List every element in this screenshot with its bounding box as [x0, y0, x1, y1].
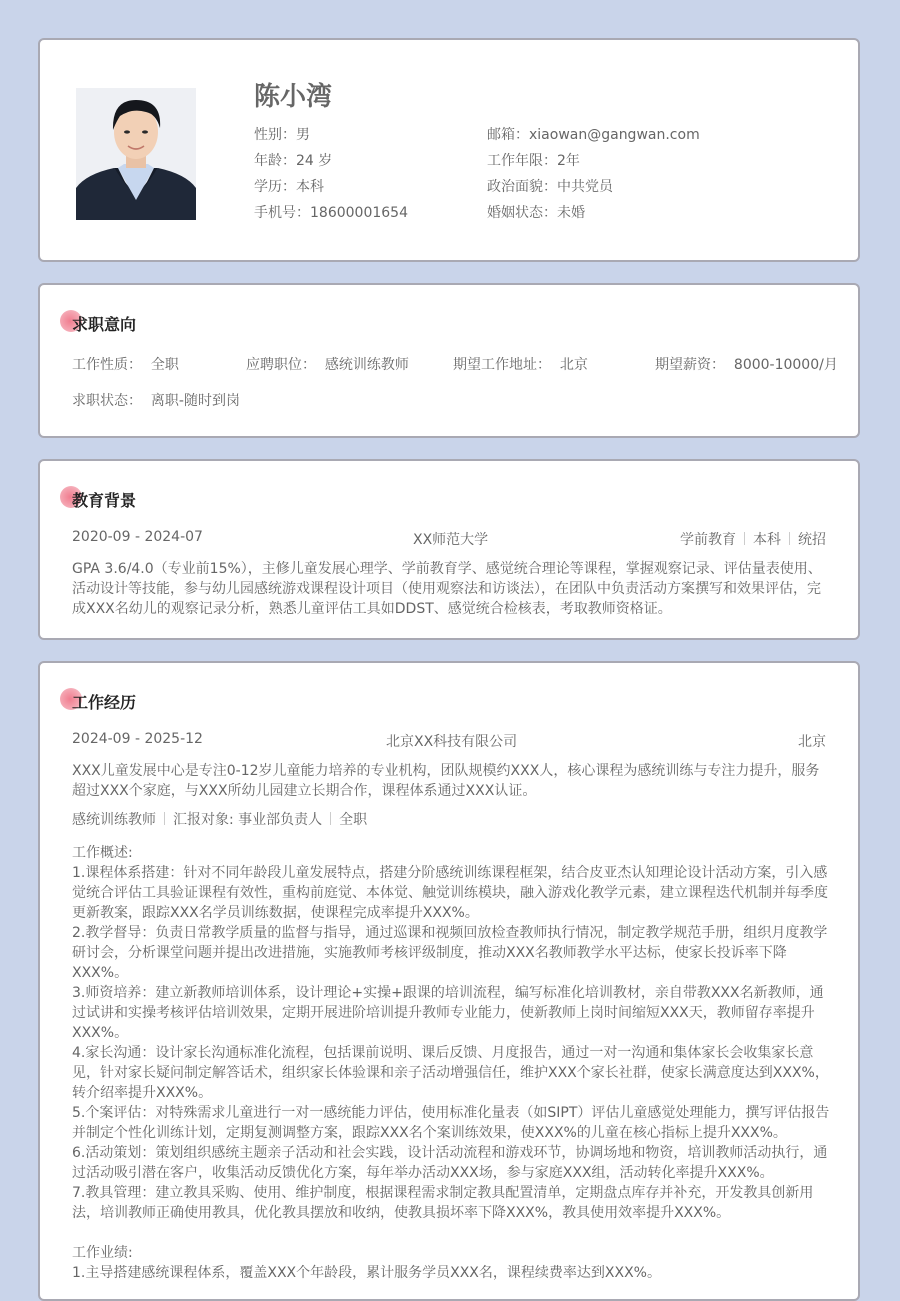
work-type: 全职: [339, 812, 368, 828]
phone-value: 18600001654: [310, 205, 408, 221]
work-intro: XXX儿童发展中心是专注0-12岁儿童能力培养的专业机构，团队规模约XXX人，核心课程为感统训练与专注力提升，服务超过XXX个家庭，与XXX所幼儿园建立长期合作，课程体系通过XXX认证。: [72, 763, 820, 799]
overview-label: 工作概述:: [72, 845, 133, 861]
job-status-value: 离职-随时到岗: [150, 393, 240, 409]
education-title: 教育背景: [72, 491, 137, 510]
education-value: 本科: [296, 179, 324, 195]
job-type-field: [72, 354, 179, 374]
candidate-name: 陈小湾: [254, 82, 333, 112]
location-value: 北京: [559, 357, 588, 373]
overview-item: 2.教学督导：负责日常教学质量的监督与指导，通过巡课和视频回放检查教师执行情况，制定教学规范手册，组织月度教学研讨会，分析课堂问题并提出改进措施，实施教师考核评级制度，推动XXX名教师教学水平达标，使家长投诉率下降XXX%。: [72, 925, 828, 981]
profile-card: [38, 38, 860, 262]
work-experience-card: [38, 661, 860, 1301]
years-value: 2年: [557, 153, 580, 169]
achievement-item: 1.主导搭建感统课程体系，覆盖XXX个年龄段，累计服务学员XXX名，课程续费率达到XXX%。: [72, 1265, 661, 1281]
job-type-label: 工作性质：: [72, 357, 142, 373]
job-intent-card: [38, 283, 860, 438]
avatar-photo: [76, 88, 196, 220]
gender-field: [254, 124, 310, 144]
work-title: 工作经历: [72, 693, 137, 712]
email-field: [487, 124, 700, 144]
politics-field: [487, 176, 613, 196]
work-role-line: [72, 809, 367, 829]
salary-value: 8000-10000/月: [733, 357, 838, 373]
overview-item: 5.个案评估：对特殊需求儿童进行一对一感统能力评估，使用标准化量表（如SIPT）评估儿童感觉处理能力，撰写评估报告并制定个性化训练计划，定期复测调整方案，跟踪XXX名个案训练效果，使XXX%的儿童在核心指标上提升XXX%。: [72, 1105, 830, 1141]
overview-item: 7.教具管理：建立教具采购、使用、维护制度，根据课程需求制定教具配置清单，定期盘点库存并补充，开发教具创新用法，培训教师正确使用教具，优化教具摆放和收纳，使教具损坏率下降XXX%，教具使用效率提升XXX%。: [72, 1185, 814, 1221]
position-label: 应聘职位：: [246, 357, 316, 373]
avatar: [76, 88, 196, 220]
work-role: 感统训练教师: [72, 812, 156, 828]
salary-field: [655, 354, 838, 374]
gender-label: 性别：: [254, 127, 296, 143]
education-major: 学前教育: [680, 532, 736, 548]
job-status-field: [72, 390, 240, 410]
politics-value: 中共党员: [557, 179, 613, 195]
education-period: 2020-09 - 2024-07: [72, 529, 203, 545]
phone-label: 手机号：: [254, 205, 310, 221]
work-report: 汇报对象: 事业部负责人: [173, 812, 323, 828]
age-field: [254, 150, 332, 170]
education-description: GPA 3.6/4.0（专业前15%），主修儿童发展心理学、学前教育学、感觉统合理论等课程，掌握观察记录、评估量表使用、活动设计等技能，参与幼儿园感统游戏课程设计项目（使用观察法和访谈法），在团队中负责活动方案撰写和效果评估，完成XXX名幼儿的观察记录分析，熟悉儿童评估工具如DDST、感觉统合检核表，考取教师资格证。: [72, 561, 822, 617]
location-label: 期望工作地址：: [453, 357, 551, 373]
years-field: [487, 150, 580, 170]
work-overview: [72, 843, 832, 1283]
marital-value: 未婚: [557, 205, 585, 221]
education-card: [38, 459, 860, 640]
position-field: [246, 354, 409, 374]
overview-item: 4.家长沟通：设计家长沟通标准化流程，包括课前说明、课后反馈、月度报告，通过一对一沟通和集体家长会收集家长意见，针对家长疑问制定解答话术，组织家长体验课和亲子活动增强信任，维护XXX个家长社群，使家长满意度达到XXX%，转介绍率提升XXX%。: [72, 1045, 829, 1101]
job-status-label: 求职状态：: [72, 393, 142, 409]
marital-field: [487, 202, 585, 222]
job-intent-title: 求职意向: [72, 315, 137, 334]
marital-label: 婚姻状态：: [487, 205, 557, 221]
achievement-label: 工作业绩:: [72, 1245, 133, 1261]
divider: [164, 812, 165, 825]
education-tags: [680, 529, 826, 549]
email-value[interactable]: xiaowan@gangwan.com: [529, 127, 700, 143]
salary-label: 期望薪资：: [655, 357, 725, 373]
spacer: [72, 1223, 832, 1243]
age-value: 24 岁: [296, 153, 333, 169]
divider: [789, 532, 790, 545]
education-mode: 统招: [798, 532, 826, 548]
overview-item: 3.师资培养：建立新教师培训体系，设计理论+实操+跟课的培训流程，编写标准化培训教材，亲自带教XXX名新教师，通过试讲和实操考核评估培训效果，定期开展进阶培训提升教师专业能力，使新教师上岗时间缩短XXX天，教师留存率提升XXX%。: [72, 985, 824, 1041]
work-period: 2024-09 - 2025-12: [72, 731, 203, 747]
divider: [744, 532, 745, 545]
education-field: [254, 176, 324, 196]
location-field: [453, 354, 588, 374]
age-label: 年龄：: [254, 153, 296, 169]
education-degree: 本科: [753, 532, 781, 548]
education-label: 学历：: [254, 179, 296, 195]
phone-field: [254, 202, 408, 222]
position-value: 感统训练教师: [324, 357, 409, 373]
job-type-value: 全职: [150, 357, 179, 373]
overview-item: 6.活动策划：策划组织感统主题亲子活动和社会实践，设计活动流程和游戏环节，协调场地和物资，培训教师活动执行，通过活动吸引潜在客户，收集活动反馈优化方案，每年举办活动XXX场，参与家庭XXX组，活动转化率提升XXX%。: [72, 1145, 828, 1181]
divider: [330, 812, 331, 825]
email-label: 邮箱：: [487, 127, 529, 143]
overview-item: 1.课程体系搭建：针对不同年龄段儿童发展特点，搭建分阶感统训练课程框架，结合皮亚杰认知理论设计活动方案，引入感觉统合评估工具验证课程有效性，重构前庭觉、本体觉、触觉训练模块，融入游戏化教学元素，建立课程迭代机制并每季度更新教案，跟踪XXX名学员训练数据，使课程完成率提升XXX%。: [72, 865, 828, 921]
work-company: 北京XX科技有限公司: [386, 734, 518, 750]
politics-label: 政治面貌：: [487, 179, 557, 195]
gender-value: 男: [296, 127, 310, 143]
years-label: 工作年限：: [487, 153, 557, 169]
work-city: 北京: [798, 734, 826, 750]
education-school: XX师范大学: [413, 532, 489, 548]
